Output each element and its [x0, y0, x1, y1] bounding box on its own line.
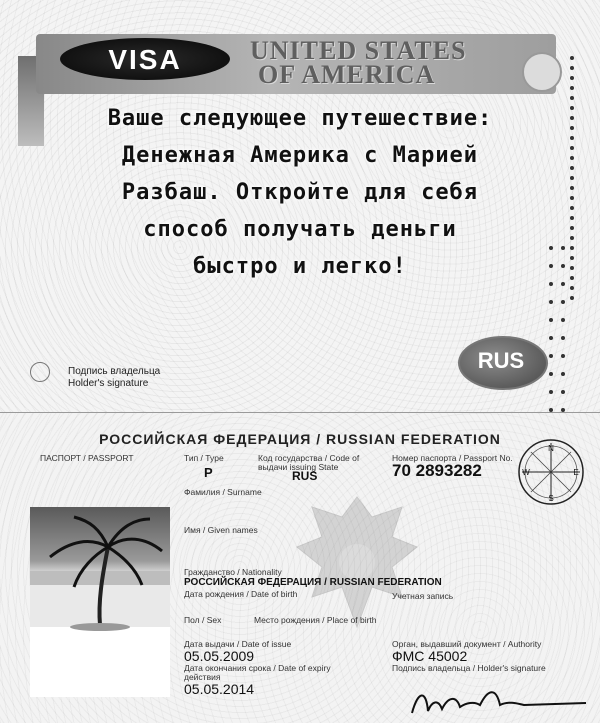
sex-label: Пол / Sex — [184, 615, 222, 625]
passport-number-label: Номер паспорта / Passport No. — [392, 453, 513, 463]
expiry-label-2: действия — [184, 672, 221, 682]
visa-badge-label: VISA — [108, 44, 182, 75]
nationality-value: РОССИЙСКАЯ ФЕДЕРАЦИЯ / RUSSIAN FEDERATION — [184, 577, 442, 588]
holder-signature-label: Подпись владельца / Holder's signature — [392, 663, 546, 673]
visa-holder-signature-label — [68, 366, 160, 390]
type-label: Тип / Type — [184, 453, 224, 463]
passport-number-value: 70 2893282 — [392, 461, 482, 480]
promo-message — [30, 100, 570, 285]
passport-header: РОССИЙСКАЯ ФЕДЕРАЦИЯ / RUSSIAN FEDERATION — [99, 431, 501, 447]
compass-n: N — [548, 444, 554, 453]
passport-data-page — [0, 412, 600, 723]
visa-banner-title-line1: UNITED STATES — [250, 36, 467, 65]
expiry-date-value: 05.05.2014 — [184, 681, 255, 697]
promo-message-line: Разбаш. Откройте для себя — [121, 180, 479, 205]
visa-holder-signature-en: Holder's signature — [68, 378, 149, 389]
state-code-value: RUS — [292, 469, 318, 483]
visa-holder-signature-ru: Подпись владельца — [68, 366, 161, 377]
state-code-label-1: Код государства / Code of — [258, 453, 360, 463]
type-value: P — [204, 465, 213, 480]
eagle-emblem-icon — [522, 52, 562, 92]
promo-message-line: Ваше следующее путешествие: — [107, 106, 493, 131]
visa-banner-title-line2: OF AMERICA — [258, 60, 436, 89]
issue-date-label: Дата выдачи / Date of issue — [184, 639, 292, 649]
palm-tree-image — [30, 507, 170, 697]
given-names-label: Имя / Given names — [184, 525, 258, 535]
issue-date-value: 05.05.2009 — [184, 648, 255, 664]
holder-photo — [30, 507, 170, 697]
authority-value: ФМС 45002 — [392, 648, 468, 664]
surname-label: Фамилия / Surname — [184, 487, 262, 497]
promo-message-line: быстро и легко! — [193, 254, 407, 279]
pob-label: Место рождения / Place of birth — [254, 615, 377, 625]
compass-e: E — [573, 468, 579, 477]
expiry-label-1: Дата окончания срока / Date of expiry — [184, 663, 331, 673]
country-code-badge-label: RUS — [477, 348, 525, 373]
nationality-label: Гражданство / Nationality — [184, 567, 282, 577]
state-code-label-2: выдачи issuing State — [258, 462, 339, 472]
promo-message-line: способ получать деньги — [143, 217, 457, 242]
compass-w: W — [522, 468, 530, 477]
handwritten-signature — [404, 681, 594, 721]
record-label: Учетная запись — [392, 591, 454, 601]
dob-label: Дата рождения / Date of birth — [184, 589, 298, 599]
compass-emblem-icon — [516, 437, 586, 507]
authority-label: Орган, выдавший документ / Authority — [392, 639, 542, 649]
promo-message-line: Денежная Америка с Марией — [121, 143, 479, 168]
passport-label: ПАСПОРТ / PASSPORT — [40, 453, 134, 463]
compass-s: S — [548, 494, 554, 503]
seal-icon — [30, 362, 50, 382]
